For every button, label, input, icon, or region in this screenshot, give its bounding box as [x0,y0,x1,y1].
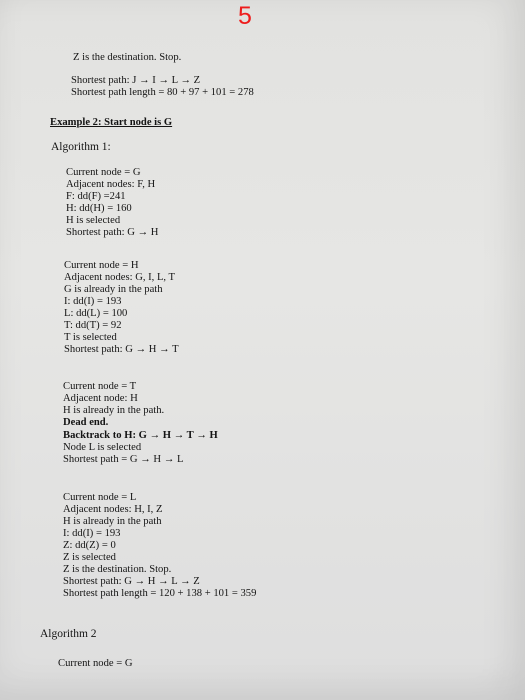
step2-line: I: dd(I) = 193 [64,296,122,307]
backtrack-text: Backtrack to H: G → H → T → H [63,430,218,441]
step3-adjacent: Adjacent node: H [63,393,138,404]
step1-line: H is selected [66,215,121,226]
step4-line: Current node = L [63,492,137,503]
destination-line: Z is the destination. Stop. [73,52,182,63]
step2-line: T is selected [64,332,117,343]
step1-line: Current node = G [66,167,141,178]
shortest-path-line: Shortest path: J → I → L → Z [71,75,201,86]
step1-line: F: dd(F) =241 [66,191,126,202]
step3-already: H is already in the path. [63,405,165,416]
shortest-path-length-line: Shortest path length = 80 + 97 + 101 = 278 [71,87,254,98]
example-heading: Example 2: Start node is G [50,117,173,128]
step3-path: Shortest path = G → H → L [63,454,184,465]
step1-line: Shortest path: G → H [66,227,159,238]
algorithm-2-current-node: Current node = G [58,658,133,669]
step4-line: Shortest path length = 120 + 138 + 101 = 359 [63,588,257,599]
algorithm-2-title: Algorithm 2 [40,628,97,640]
step4-line: Shortest path: G → H → L → Z [63,576,200,587]
step4-line: Adjacent nodes: H, I, Z [63,504,163,515]
step2-line: L: dd(L) = 100 [64,308,128,319]
step3-current: Current node = T [63,381,137,392]
algorithm-1-title: Algorithm 1: [51,141,111,153]
step2-line: T: dd(T) = 92 [64,320,122,331]
step4-line: Z is the destination. Stop. [63,564,172,575]
step4-line: Z: dd(Z) = 0 [63,540,116,551]
step3-selected: Node L is selected [63,442,142,453]
step1-line: Adjacent nodes: F, H [66,179,156,190]
step4-line: H is already in the path [63,516,162,527]
step2-line: G is already in the path [64,284,163,295]
page-number: 5 [238,2,252,30]
step1-line: H: dd(H) = 160 [66,203,132,214]
step2-line: Adjacent nodes: G, I, L, T [64,272,176,283]
dead-end-text: Dead end. [63,417,109,428]
step4-line: Z is selected [63,552,116,563]
step4-line: I: dd(I) = 193 [63,528,121,539]
step2-line: Shortest path: G → H → T [64,344,179,355]
step2-line: Current node = H [64,260,139,271]
